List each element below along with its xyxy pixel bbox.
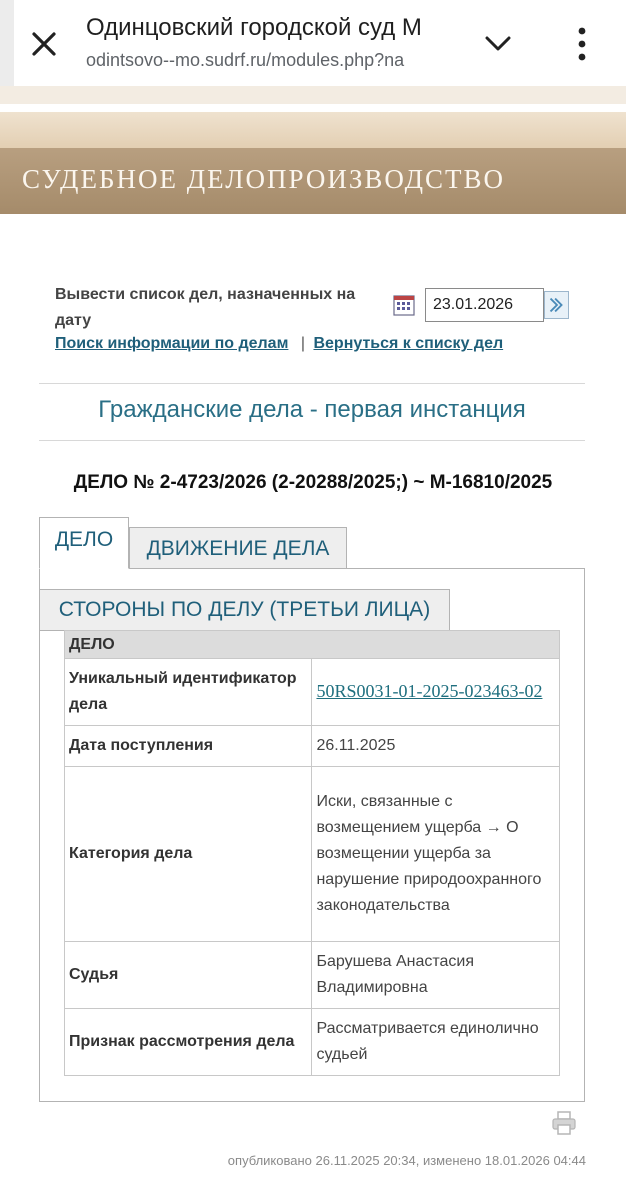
arrow-right-icon[interactable] xyxy=(544,291,569,319)
close-icon[interactable] xyxy=(24,24,64,64)
search-links xyxy=(55,335,503,353)
search-cases-link[interactable]: Поиск информации по делам xyxy=(55,335,289,352)
table-header: ДЕЛО xyxy=(65,631,560,659)
table-row xyxy=(65,726,560,767)
row-key: Признак рассмотрения дела xyxy=(65,1009,312,1076)
page-url[interactable]: odintsovo--mo.sudrf.ru/modules.php?na xyxy=(86,50,405,70)
row-value: Барушева Анастасия Владимировна xyxy=(312,942,560,1009)
row-value: Иски, связанные с возмещением ущерба → О возмещении ущерба за нарушение природоохранного законодательства xyxy=(312,767,560,942)
tab-case-movement[interactable]: ДВИЖЕНИЕ ДЕЛА xyxy=(129,527,347,569)
decor-band xyxy=(0,86,626,104)
row-key: Уникальный идентификатор дела xyxy=(65,659,312,726)
table-row xyxy=(65,767,560,942)
section-header xyxy=(0,148,626,214)
calendar-icon[interactable] xyxy=(392,293,416,317)
divider xyxy=(39,383,585,384)
row-key: Дата поступления xyxy=(65,726,312,767)
chevron-down-icon[interactable] xyxy=(478,26,518,62)
row-value xyxy=(312,659,560,726)
table-row xyxy=(65,1009,560,1076)
divider xyxy=(39,440,585,441)
row-key: Категория дела xyxy=(65,767,312,942)
toolbar-edge xyxy=(0,0,14,86)
tab-case[interactable]: ДЕЛО xyxy=(39,517,129,569)
page-title: Одинцовский городской суд М xyxy=(86,14,422,41)
link-separator: | xyxy=(300,335,306,352)
case-info-table xyxy=(64,630,560,1076)
printer-icon[interactable] xyxy=(550,1110,578,1136)
decor-gap xyxy=(0,104,626,112)
table-header-row xyxy=(65,631,560,659)
browser-toolbar xyxy=(0,0,626,86)
back-to-list-link[interactable]: Вернуться к списку дел xyxy=(313,335,504,352)
case-number: ДЕЛО № 2-4723/2026 (2-20288/2025;) ~ М-16810/2025 xyxy=(73,472,553,493)
published-info: опубликовано 26.11.2025 20:34, изменено 18.01.2026 04:44 xyxy=(227,1153,586,1168)
row-key: Судья xyxy=(65,942,312,1009)
date-input[interactable] xyxy=(425,288,544,322)
table-row xyxy=(65,659,560,726)
more-vert-icon[interactable] xyxy=(564,22,600,66)
row-value: Рассматривается единолично судьей xyxy=(312,1009,560,1076)
decor-band-gradient xyxy=(0,112,626,148)
section-title: СУДЕБНОЕ ДЕЛОПРОИЗВОДСТВО xyxy=(22,164,506,194)
category-title: Гражданские дела - первая инстанция xyxy=(98,396,526,423)
case-uid-link[interactable]: 50RS0031-01-2025-023463-02 xyxy=(316,681,543,701)
tab-parties[interactable]: СТОРОНЫ ПО ДЕЛУ (ТРЕТЬИ ЛИЦА) xyxy=(39,589,450,631)
table-row xyxy=(65,942,560,1009)
row-value: 26.11.2025 xyxy=(312,726,560,767)
date-label: Вывести список дел, назначенных на дату xyxy=(55,286,356,329)
